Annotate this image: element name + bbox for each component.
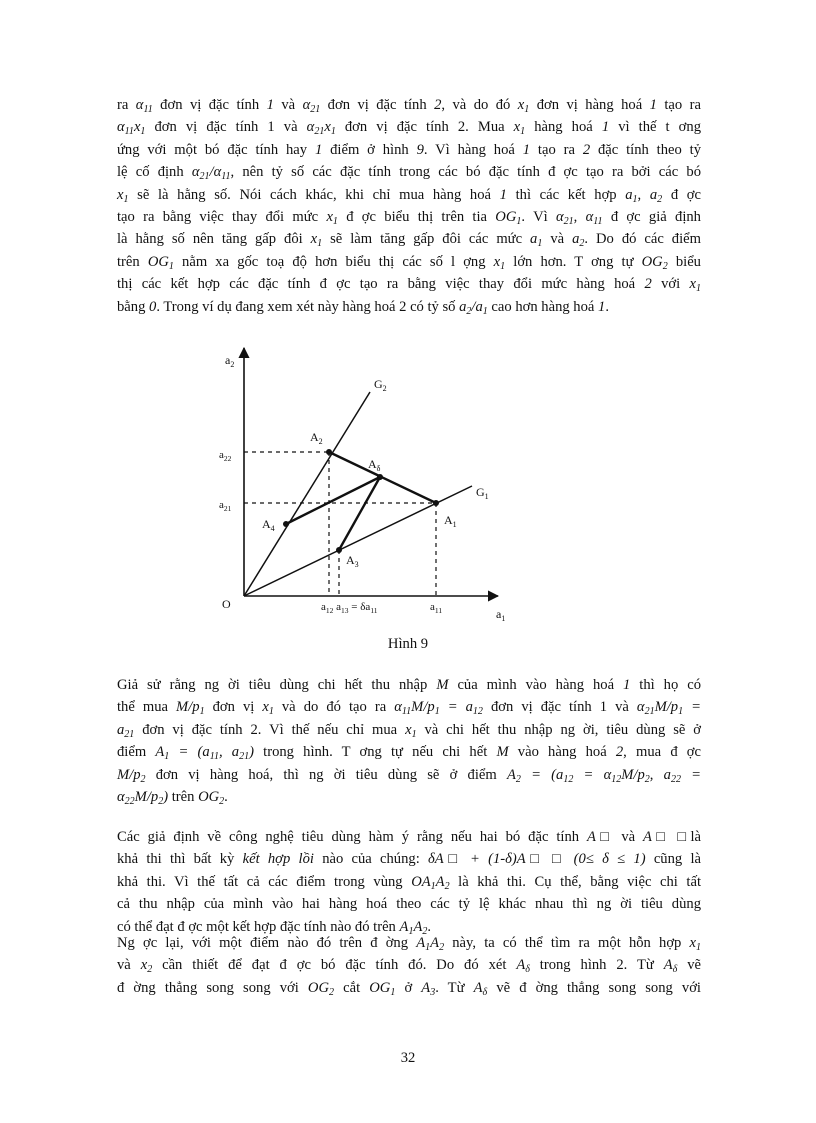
text-line: Giả sử rằng ng ời tiêu dùng chi hết thu nhập M của mình vào hàng hoá 1 thì họ có [117, 677, 701, 693]
text-line: $\alpha_{11}x_1$ đơn vị đặc tính 1 và $\alpha_{21}x_1$ đơn vị đặc tính 2. Mua $x_1$ hàng hoá 1 vì thế t ơng [117, 119, 701, 138]
text-line: $\alpha_{22}M/p_2$) trên $OG_2$. [117, 789, 228, 808]
text-line: $x_1$ sẽ là hằng số. Nói cách khác, khi chỉ mua hàng hoá 1 thì các kết hợp $a_1$, $a_2$ đ ợc [117, 186, 701, 205]
paragraph-2 [117, 674, 701, 808]
label-adelta: $A_\delta$ [368, 457, 381, 473]
text-line: thị các kết hợp các đặc tính đ ợc tạo ra bằng việc thay đổi mức hàng hoá 2 với $x_1$ [117, 276, 701, 295]
label-g1: $G_1$ [476, 485, 489, 501]
text-line: lệ cố định $\alpha_{21}/\alpha_{11}$, nên tỷ số các đặc tính trong các bó đặc tính đ ợc tạo ra bởi các bó [117, 164, 701, 183]
text-line: điểm $A_1 = (a_{11}$, $a_{21}$) trong hình. T ơng tự nếu chi hết M vào hàng hoá 2, mua đ ợc [117, 744, 701, 763]
text-line: ra $\alpha_{11}$ đơn vị đặc tính 1 và $\alpha_{21}$ đơn vị đặc tính 2, và do đó $x_1$ đơn vị hàng hoá 1 tạo ra [117, 97, 701, 115]
tick-a21: $a_{21}$ [219, 499, 232, 513]
figure-9-diagram [200, 340, 520, 630]
point-a3 [336, 547, 342, 553]
text-line: thể mua $M/p_1$ đơn vị $x_1$ và do đó tạo ra $\alpha_{11}M/p_1 = a_{12}$ đơn vị đặc tính 1 và $\alpha_{21}M/p_1$ = [117, 699, 701, 718]
text-line: cả thu nhập của mình vào hai hàng hoá theo các tỷ lệ khác nhau thì ng ời tiêu dùng [117, 896, 701, 913]
figure-caption: Hình 9 [387, 636, 429, 652]
text-line: ứng với một bó đặc tính hay 1 điểm ở hình 9. Vì hàng hoá 1 tạo ra 2 đặc tính theo tỷ [117, 141, 702, 158]
text-line: bằng 0. Trong ví dụ đang xem xét này hàng hoá 2 có tỷ số $a_2/a_1$ cao hơn hàng hoá 1. [117, 298, 609, 317]
text-line: $M/p_2$ đơn vị hàng hoá, thì ng ời tiêu dùng sẽ ở điểm $A_2 = (a_{12} = \alpha_{12}M/p_2$, $a_{22}$ = [117, 766, 701, 785]
label-a1: $A_1$ [444, 513, 457, 529]
point-a4 [283, 521, 289, 527]
label-a3: $A_3$ [346, 553, 359, 569]
label-axis-x: $a_1$ [496, 607, 506, 623]
text-line: khả thi thì bất kỳ kết hợp lồi nào của chúng: δA□ + (1-δ)A□ □ (0≤ δ ≤ 1) cũng là [117, 851, 701, 868]
label-a2: $A_2$ [310, 430, 323, 446]
text-line: có thể đạt đ ợc một kết hợp đặc tính nào đó trên $A_1A_2$. [117, 918, 432, 937]
text-line: Các giả định về công nghệ tiêu dùng hàm ý rằng nếu hai bó đặc tính A□ và A□ □là [117, 829, 701, 845]
text-line: tạo ra bằng việc thay đổi mức $x_1$ đ ợc biểu thị trên tia $OG_1$. Vì $\alpha_{21}$, $\alpha_{11}$ đ ợc giả định [117, 209, 701, 228]
text-line: đ ờng thẳng song song với $OG_2$ cắt $OG_1$ ở $A_3$. Từ $A_\delta$ vẽ đ ờng thẳng song song với [117, 979, 701, 998]
tick-a22: $a_{22}$ [219, 449, 232, 463]
text-line: và $x_2$ cần thiết để đạt đ ợc bó đặc tính đó. Do đó xét $A_\delta$ trong hình 2. Từ $A_\delta$ vẽ [117, 957, 701, 976]
label-a4: $A_4$ [262, 517, 275, 533]
point-a2 [326, 449, 332, 455]
text-line: trên $OG_1$ nằm xa gốc toạ độ hơn biểu thị các số l ợng $x_1$ lớn hơn. T ơng tự $OG_2$ biểu [117, 253, 701, 272]
label-axis-y: $a_2$ [225, 353, 235, 369]
paragraph-1 [117, 94, 701, 318]
text-line: Ng ợc lại, với một điểm nào đó trên đ ờng $A_1A_2$ này, ta có thể tìm ra một hỗn hợp $x_1$ [117, 935, 702, 953]
page-number: 32 [400, 1050, 416, 1066]
text-line: $a_{21}$ đơn vị đặc tính 2. Vì thế nếu chỉ mua $x_1$ và chi hết thu nhập ng ời, tiêu dùng sẽ ở [117, 721, 701, 740]
label-g2: $G_2$ [374, 377, 387, 393]
paragraph-4 [117, 932, 701, 999]
text-line: là hằng số nên tăng gấp đôi $x_1$ sẽ làm tăng gấp đôi các mức $a_1$ và $a_2$. Do đó các điểm [117, 231, 701, 250]
point-a1 [433, 500, 439, 506]
text-line: khả thi. Vì thế tất cả các điểm trong vùng $OA_1A_2$ là khả thi. Cụ thể, bằng việc chi tất [117, 873, 702, 892]
point-adelta [377, 474, 383, 480]
tick-a12-a13: $a_{12}$ $a_{13} = \delta a_{11}$ [321, 601, 378, 615]
tick-a11: $a_{11}$ [430, 601, 443, 615]
label-origin: O [222, 597, 231, 611]
paragraph-3 [117, 826, 701, 938]
